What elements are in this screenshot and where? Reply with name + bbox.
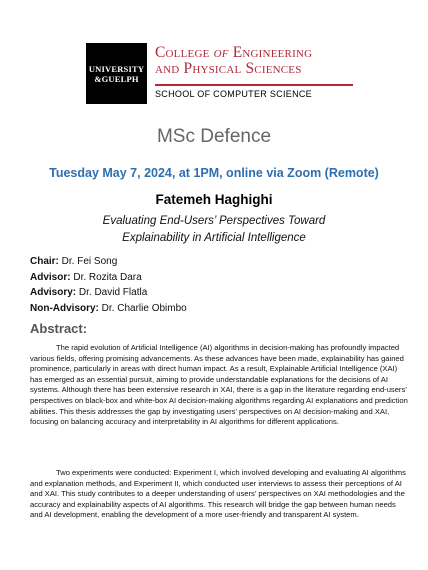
thesis-title-line-2: Explainability in Artificial Intelligence [122,232,306,244]
committee-item-chair [30,254,187,270]
school-name: SCHOOL OF COMPUTER SCIENCE [155,89,312,99]
university-logo [86,43,147,104]
header-divider [155,84,353,86]
college-line1-a: College [155,44,214,61]
committee-member: Dr. Fei Song [58,256,118,267]
logo-line-1: UNIVERSITY [88,63,145,74]
committee-member: Dr. Charlie Obimbo [98,302,187,314]
abstract-paragraph-1-text: The rapid evolution of Artificial Intelligence (AI) algorithms in decision-making has profoundly impacted various fields, offering promising advancements. As these advances have been made, explainability has gained prominence, particularly in areas with direct human impact. As a result, Explainable Artificial Intelligence (XAI) has emerged as an essential pursuit, aiming to provide understandable explanations for the decisions of AI systems. Although there has been extensive research in XAI, there is a gap in the literature regarding end-users’ perspectives on black-box and white-box AI decision-making algorithms regarding AI explanations and prediction abilities. This thesis addresses the gap by investigating users’ perspectives on AI decision-making and XAI, focusing on balancing accuracy and interpretability in AI algorithms for different applications. [30,343,408,427]
committee-role: Non-Advisory: [30,302,99,314]
college-line1-of: of [213,44,229,61]
committee-item-advisor [30,270,187,286]
abstract-paragraph-2 [30,468,408,521]
logo-line-2: &GUELPH [94,73,139,84]
abstract-paragraph-2-text: Two experiments were conducted: Experiment I, which involved developing and evaluating AI algorithms and explanation methods, and Experiment II, which conducted user interviews to assess their perceptions of AI and XAI. This study contributes to a deeper understanding of users’ perspectives on XAI methodologies and the accuracy and explainability aspects of AI algorithms. This research will bridge the gap between human needs and AI development, enabling the development of a more user-friendly and transparent AI system. [30,468,406,520]
college-name [155,45,355,77]
event-datetime: Tuesday May 7, 2024, at 1PM, online via Zoom (Remote) [49,166,379,180]
event-title: MSc Defence [156,126,272,147]
committee-list [30,254,187,316]
committee-role: Advisory: [30,287,77,298]
committee-role: Chair: [30,256,59,267]
committee-member: Dr. Rozita Dara [70,271,142,283]
abstract-paragraph-1 [30,343,408,428]
abstract-heading: Abstract: [30,321,88,336]
candidate-name: Fatemeh Haghighi [155,192,273,207]
committee-item-advisory [30,285,187,301]
committee-role: Advisor: [30,271,71,283]
committee-item-non-advisory [30,301,187,317]
college-line1-b: Engineering [228,44,313,61]
thesis-title [60,213,368,247]
header [86,43,346,107]
college-line2: and Physical Sciences [155,60,302,77]
thesis-title-line-1: Evaluating End-Users’ Perspectives Toward [102,215,326,227]
committee-member: Dr. David Flatla [76,287,148,298]
